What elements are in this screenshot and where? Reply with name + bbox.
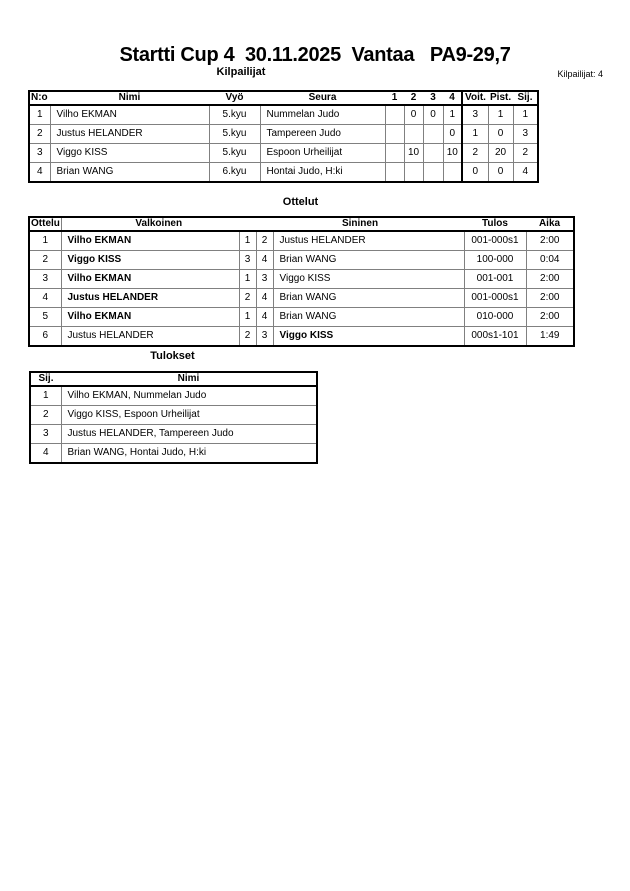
white-player-name: Justus HELANDER [61,289,239,308]
white-player-number: 1 [239,270,256,289]
blue-player-number: 4 [256,251,273,270]
match-point-1 [385,144,404,163]
match-result: 001-001 [464,270,526,289]
competitor-club-entry: Vilho EKMAN, Nummelan Judo [61,386,317,406]
white-player-name: Vilho EKMAN [61,270,239,289]
blue-player-name: Viggo KISS [273,327,464,347]
white-player-number: 1 [239,231,256,251]
competitor-name: Brian WANG [50,163,209,183]
col-header-time: Aika [526,217,574,231]
results-section-heading: Tulokset [150,350,195,362]
col-header-name: Nimi [61,372,317,386]
white-player-name: Vilho EKMAN [61,231,239,251]
col-header-points: Pist. [490,92,512,103]
placement: 3 [30,425,61,444]
result-row [30,386,317,406]
match-point-3: 0 [423,105,443,125]
match-number: 5 [29,308,61,327]
col-header-name: Nimi [50,91,209,105]
results-header-row [30,372,317,386]
wins-count: 1 [462,125,488,144]
match-number: 4 [29,289,61,308]
white-player-name: Justus HELANDER [61,327,239,347]
match-point-4 [443,163,462,183]
match-row [29,270,574,289]
white-player-name: Vilho EKMAN [61,308,239,327]
competitor-row [29,105,538,125]
match-point-2 [404,163,423,183]
match-row [29,289,574,308]
points-total: 20 [488,144,513,163]
match-point-4: 10 [443,144,462,163]
match-result: 010-000 [464,308,526,327]
col-header-m2: 2 [404,91,423,105]
competitor-club-entry: Justus HELANDER, Tampereen Judo [61,425,317,444]
placement: 1 [513,105,538,125]
white-player-number: 3 [239,251,256,270]
match-point-3 [423,144,443,163]
blue-player-name: Viggo KISS [273,270,464,289]
match-point-4: 1 [443,105,462,125]
wins-count: 0 [462,163,488,183]
match-number: 2 [29,251,61,270]
match-point-4: 0 [443,125,462,144]
matches-table [28,216,575,347]
match-point-1 [385,163,404,183]
competitors-section-heading: Kilpailijat [216,66,266,78]
blue-player-number: 2 [256,231,273,251]
competitor-name: Vilho EKMAN [50,105,209,125]
blue-player-number: 4 [256,308,273,327]
col-header-place: Sij. [30,372,61,386]
competitor-number: 3 [29,144,50,163]
competitor-number: 4 [29,163,50,183]
match-result: 001-000s1 [464,231,526,251]
competitor-name: Viggo KISS [50,144,209,163]
result-row [30,444,317,464]
match-number: 3 [29,270,61,289]
matches-header-row [29,217,574,231]
belt-grade: 5.kyu [209,125,260,144]
match-row [29,308,574,327]
result-row [30,425,317,444]
placement: 2 [30,406,61,425]
match-time: 2:00 [526,270,574,289]
club-name: Hontai Judo, H:ki [260,163,385,183]
blue-player-name: Brian WANG [273,308,464,327]
belt-grade: 6.kyu [209,163,260,183]
col-header-white: Valkoinen [61,217,256,231]
col-header-wins: Voit. [462,91,488,105]
match-row [29,231,574,251]
match-point-2: 10 [404,144,423,163]
competitor-club-entry: Viggo KISS, Espoon Urheilijat [61,406,317,425]
placement: 3 [513,125,538,144]
blue-player-name: Justus HELANDER [273,231,464,251]
col-header-belt: Vyö [209,91,260,105]
match-time: 2:00 [526,308,574,327]
col-header-place: Sij. [513,91,538,105]
competitor-row [29,125,538,144]
blue-player-number: 4 [256,289,273,308]
matches-section-heading: Ottelut [282,196,319,208]
club-name: Espoon Urheilijat [260,144,385,163]
competitor-row [29,163,538,183]
points-total: 1 [488,105,513,125]
col-header-result: Tulos [464,217,526,231]
match-point-1 [385,105,404,125]
club-name: Nummelan Judo [260,105,385,125]
placement: 1 [30,386,61,406]
match-result: 001-000s1 [464,289,526,308]
competitor-number: 2 [29,125,50,144]
match-number: 6 [29,327,61,347]
points-total: 0 [488,125,513,144]
competitor-name: Justus HELANDER [50,125,209,144]
col-header-m4: 4 [443,91,462,105]
match-row [29,327,574,347]
white-player-number: 2 [239,289,256,308]
document-title: Startti Cup 4 30.11.2025 Vantaa PA9-29,7 [119,44,511,66]
col-header-m1: 1 [385,91,404,105]
results-table [29,371,318,464]
club-name: Tampereen Judo [260,125,385,144]
blue-player-number: 3 [256,327,273,347]
wins-count: 3 [462,105,488,125]
competitor-count-label: Kilpailijat: 4 [557,69,603,79]
white-player-number: 2 [239,327,256,347]
col-header-no: N:o [29,91,50,105]
placement: 2 [513,144,538,163]
white-player-name: Viggo KISS [61,251,239,270]
white-player-number: 1 [239,308,256,327]
col-header-m3: 3 [423,91,443,105]
match-time: 1:49 [526,327,574,347]
col-header-match: Ottelu [31,218,60,229]
match-result: 100-000 [464,251,526,270]
placement: 4 [30,444,61,464]
blue-player-name: Brian WANG [273,289,464,308]
blue-player-name: Brian WANG [273,251,464,270]
competitor-club-entry: Brian WANG, Hontai Judo, H:ki [61,444,317,464]
match-number: 1 [29,231,61,251]
belt-grade: 5.kyu [209,144,260,163]
match-time: 0:04 [526,251,574,270]
col-header-blue: Sininen [256,217,464,231]
match-result: 000s1-101 [464,327,526,347]
match-point-3 [423,125,443,144]
points-total: 0 [488,163,513,183]
placement: 4 [513,163,538,183]
belt-grade: 5.kyu [209,105,260,125]
competitors-header-row [29,91,538,105]
match-point-1 [385,125,404,144]
competitor-row [29,144,538,163]
match-point-2: 0 [404,105,423,125]
match-time: 2:00 [526,231,574,251]
competitors-table [28,90,539,183]
competitor-number: 1 [29,105,50,125]
wins-count: 2 [462,144,488,163]
blue-player-number: 3 [256,270,273,289]
result-row [30,406,317,425]
match-point-2 [404,125,423,144]
match-row [29,251,574,270]
match-time: 2:00 [526,289,574,308]
match-point-3 [423,163,443,183]
col-header-club: Seura [260,91,385,105]
